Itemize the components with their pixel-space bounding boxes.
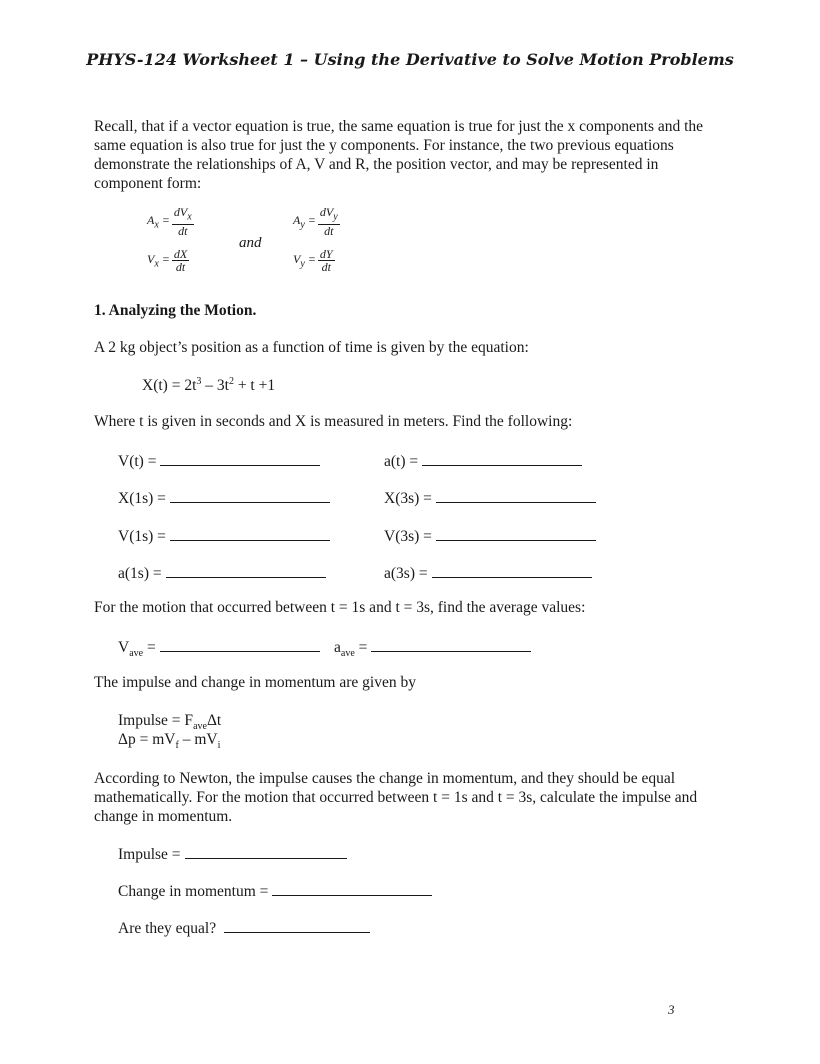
position-equation: $X(t) = 2t^3 - 3t^2 + t +1$ (142, 376, 276, 395)
answer-blank[interactable] (224, 918, 370, 933)
field-v-ave[interactable]: $V_{ave}$ = (118, 637, 320, 659)
field-a-1s[interactable]: a(1s) = (118, 563, 326, 583)
field-a-ave[interactable]: $a_{ave}$ = (334, 637, 531, 659)
field-x-3s[interactable]: X(3s) = (384, 488, 596, 508)
equation-vx: $V_x$ = $\frac{dX}{dt}$ (147, 247, 188, 274)
problem-statement: A 2 kg object’s position as a function of time is given by the equation: (94, 339, 529, 356)
impulse-intro: The impulse and change in momentum are given by (94, 674, 416, 691)
momentum-definition: $\Delta p = mV_f - mV_i$ (118, 731, 221, 752)
units-statement: Where t is given in seconds and X is measured in meters. Find the following: (94, 413, 573, 430)
answer-blank[interactable] (170, 488, 330, 503)
field-a-t[interactable]: a(t) = (384, 451, 582, 471)
answer-blank[interactable] (185, 844, 347, 859)
answer-blank[interactable] (272, 881, 432, 896)
section-heading: 1. Analyzing the Motion. (94, 302, 257, 319)
answer-blank[interactable] (436, 488, 596, 503)
equation-vy: $V_y$ = $\frac{dY}{dt}$ (293, 247, 333, 274)
answer-blank[interactable] (166, 563, 326, 578)
answer-blank[interactable] (371, 637, 531, 652)
page-title: PHYS-124 Worksheet 1 – Using the Derivative to Solve Motion Problems (86, 50, 734, 69)
field-impulse[interactable]: Impulse = (118, 844, 347, 864)
field-a-3s[interactable]: a(3s) = (384, 563, 592, 583)
answer-blank[interactable] (170, 526, 330, 541)
answer-blank[interactable] (436, 526, 596, 541)
equation-ay: $A_y$ = $\frac{dV_y}{dt}$ (293, 205, 338, 238)
answer-blank[interactable] (160, 451, 320, 466)
answer-blank[interactable] (432, 563, 592, 578)
impulse-definition: Impulse = $F_{ave}\Delta t$ (118, 712, 222, 733)
field-change-in-momentum[interactable]: Change in momentum = (118, 881, 432, 901)
field-v-t[interactable]: V(t) = (118, 451, 320, 471)
page-number: 3 (668, 1002, 675, 1017)
answer-blank[interactable] (422, 451, 582, 466)
field-v-1s[interactable]: V(1s) = (118, 526, 330, 546)
field-are-they-equal[interactable]: Are they equal? (118, 918, 370, 938)
newton-paragraph: According to Newton, the impulse causes the change in momentum, and they should be equal mathematically. For the motion that occurred between t = 1s and t = 3s, calculate the impulse and change in momentum. (94, 770, 698, 825)
intro-paragraph: Recall, that if a vector equation is true, the same equation is true for just the x components and the same equation is also true for just the y components. For instance, the two previous equations demonstrate the relationships of A, V and R, the position vector, and may be represented in component form: (94, 118, 704, 192)
and-word: and (239, 235, 262, 251)
equation-ax: $A_x$ = $\frac{dV_x}{dt}$ (147, 205, 192, 238)
average-statement: For the motion that occurred between t = 1s and t = 3s, find the average values: (94, 599, 586, 616)
field-x-1s[interactable]: X(1s) = (118, 488, 330, 508)
field-v-3s[interactable]: V(3s) = (384, 526, 596, 546)
answer-blank[interactable] (160, 637, 320, 652)
